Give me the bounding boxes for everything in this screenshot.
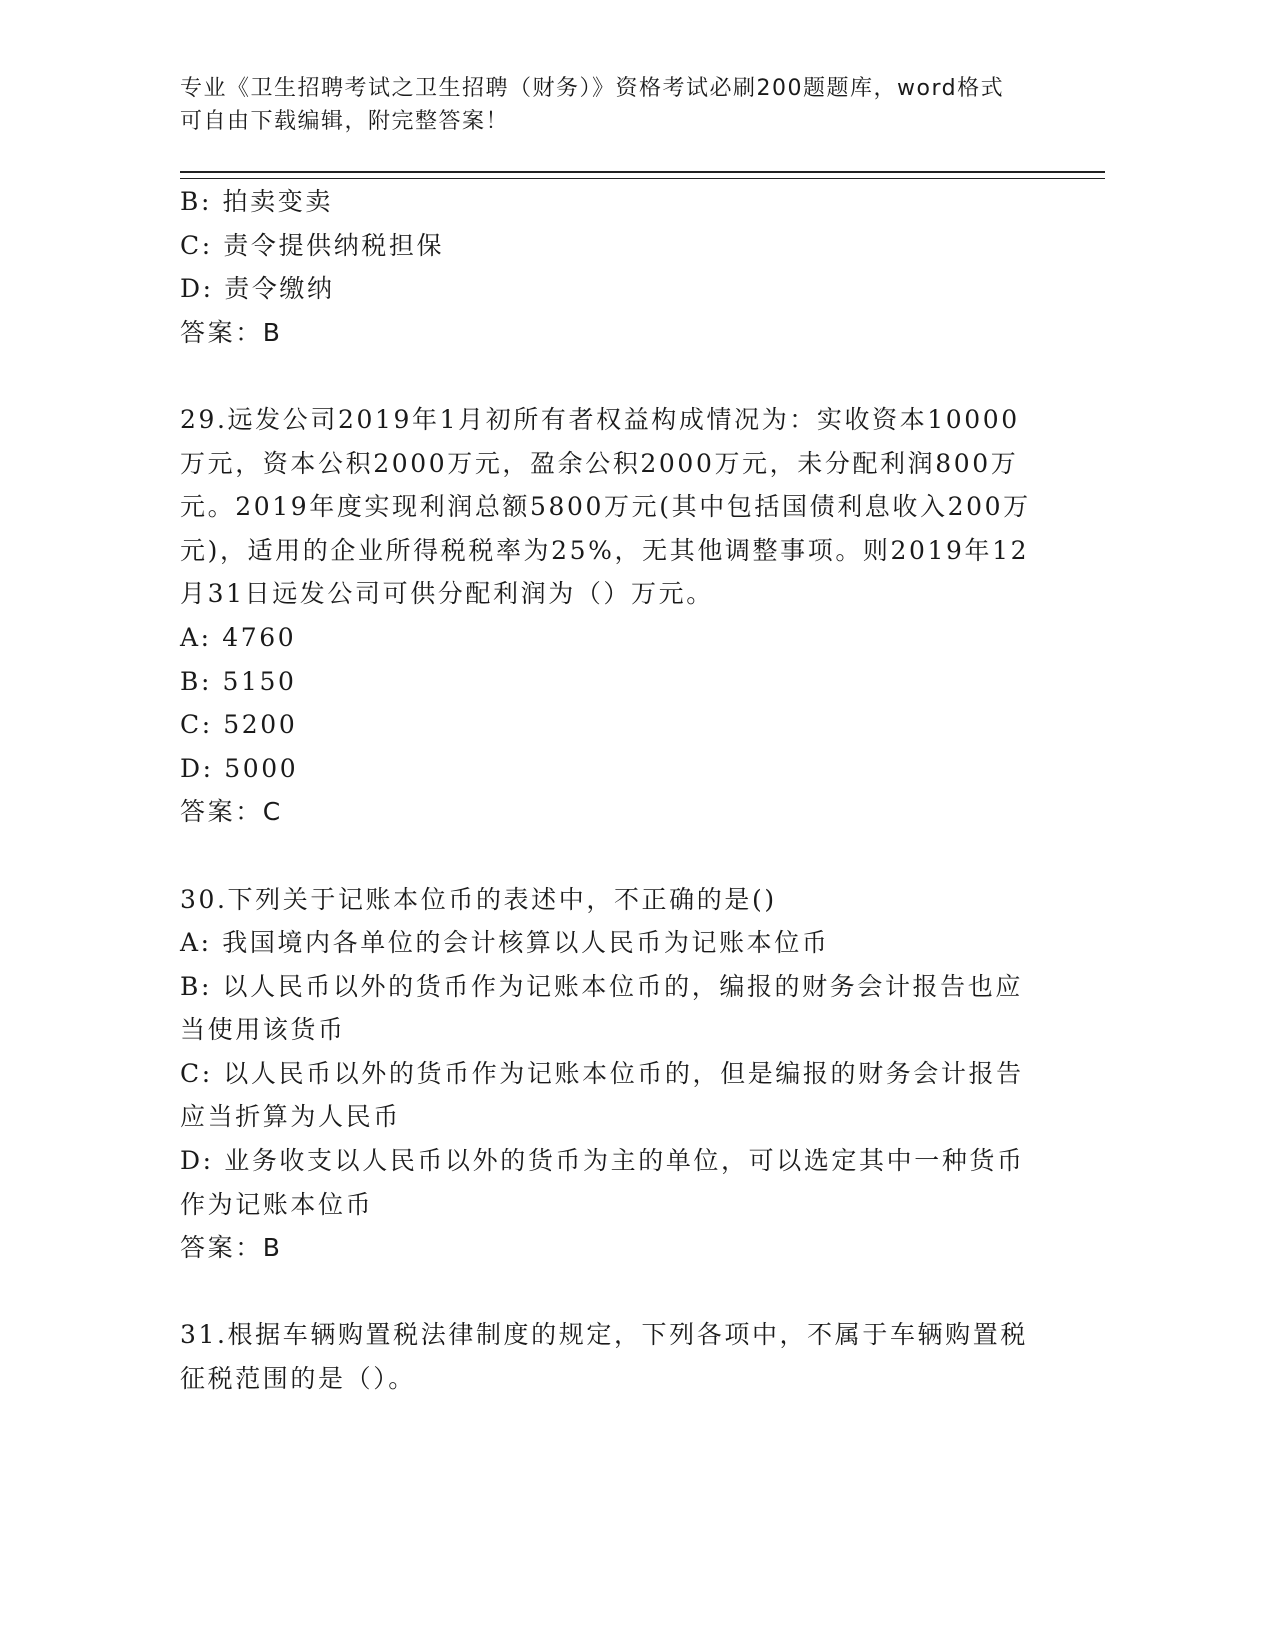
q29-stem-line: 月31日远发公司可供分配利润为（）万元。 bbox=[180, 579, 714, 609]
q31-stem-line: 征税范围的是（）。 bbox=[180, 1364, 416, 1394]
q30-answer: 答案：B bbox=[180, 1233, 283, 1263]
q29-option-b: B: 5150 bbox=[180, 666, 297, 696]
q30-stem: 30.下列关于记账本位币的表述中，不正确的是() bbox=[180, 884, 777, 914]
q29-option-a: A: 4760 bbox=[180, 622, 297, 652]
document-header bbox=[180, 72, 1060, 138]
question-30 bbox=[180, 878, 1060, 1270]
question-31 bbox=[180, 1313, 1060, 1400]
header-rule-thick bbox=[180, 171, 1105, 173]
q29-stem-line: 万元，资本公积2000万元，盈余公积2000万元，未分配利润800万 bbox=[180, 448, 1019, 478]
q29-stem-line: 元。2019年度实现利润总额5800万元(其中包括国债利息收入200万 bbox=[180, 492, 1031, 522]
q29-stem-line: 元)，适用的企业所得税税率为25%，无其他调整事项。则2019年12 bbox=[180, 535, 1030, 565]
q30-option-d-line: 作为记账本位币 bbox=[180, 1189, 374, 1219]
q30-option-c-line: 应当折算为人民币 bbox=[180, 1102, 401, 1132]
q28-option-c: C: 责令提供纳税担保 bbox=[180, 230, 445, 260]
q28-answer: 答案：B bbox=[180, 317, 283, 347]
q30-option-a: A: 我国境内各单位的会计核算以人民币为记账本位币 bbox=[180, 928, 830, 958]
q30-option-c-line: C: 以人民币以外的货币作为记账本位币的，但是编报的财务会计报告 bbox=[180, 1058, 1024, 1088]
q30-option-b-line: 当使用该货币 bbox=[180, 1015, 346, 1045]
spacer bbox=[180, 834, 1060, 878]
q30-option-d-line: D: 业务收支以人民币以外的货币为主的单位，可以选定其中一种货币 bbox=[180, 1146, 1025, 1176]
q29-answer: 答案：C bbox=[180, 797, 283, 827]
q28-option-b: B: 拍卖变卖 bbox=[180, 187, 333, 216]
q30-option-b-line: B: 以人民币以外的货币作为记账本位币的，编报的财务会计报告也应 bbox=[180, 971, 1023, 1001]
spacer bbox=[180, 1270, 1060, 1314]
document-body bbox=[180, 180, 1060, 1401]
q28-option-d: D: 责令缴纳 bbox=[180, 274, 335, 304]
q31-stem-line: 31.根据车辆购置税法律制度的规定，下列各项中，不属于车辆购置税 bbox=[180, 1320, 1028, 1350]
spacer bbox=[180, 354, 1060, 398]
header-line-1: 专业《卫生招聘考试之卫生招聘（财务）》资格考试必刷200题题库，word格式 bbox=[180, 76, 1005, 101]
header-line-2: 可自由下载编辑，附完整答案！ bbox=[180, 109, 510, 134]
question-28-tail bbox=[180, 180, 1060, 354]
q29-option-c: C: 5200 bbox=[180, 710, 298, 740]
q29-option-d: D: 5000 bbox=[180, 753, 299, 783]
header-rule-thin bbox=[180, 178, 1105, 179]
question-29 bbox=[180, 398, 1060, 834]
q29-stem-line: 29.远发公司2019年1月初所有者权益构成情况为：实收资本10000 bbox=[180, 404, 1020, 434]
